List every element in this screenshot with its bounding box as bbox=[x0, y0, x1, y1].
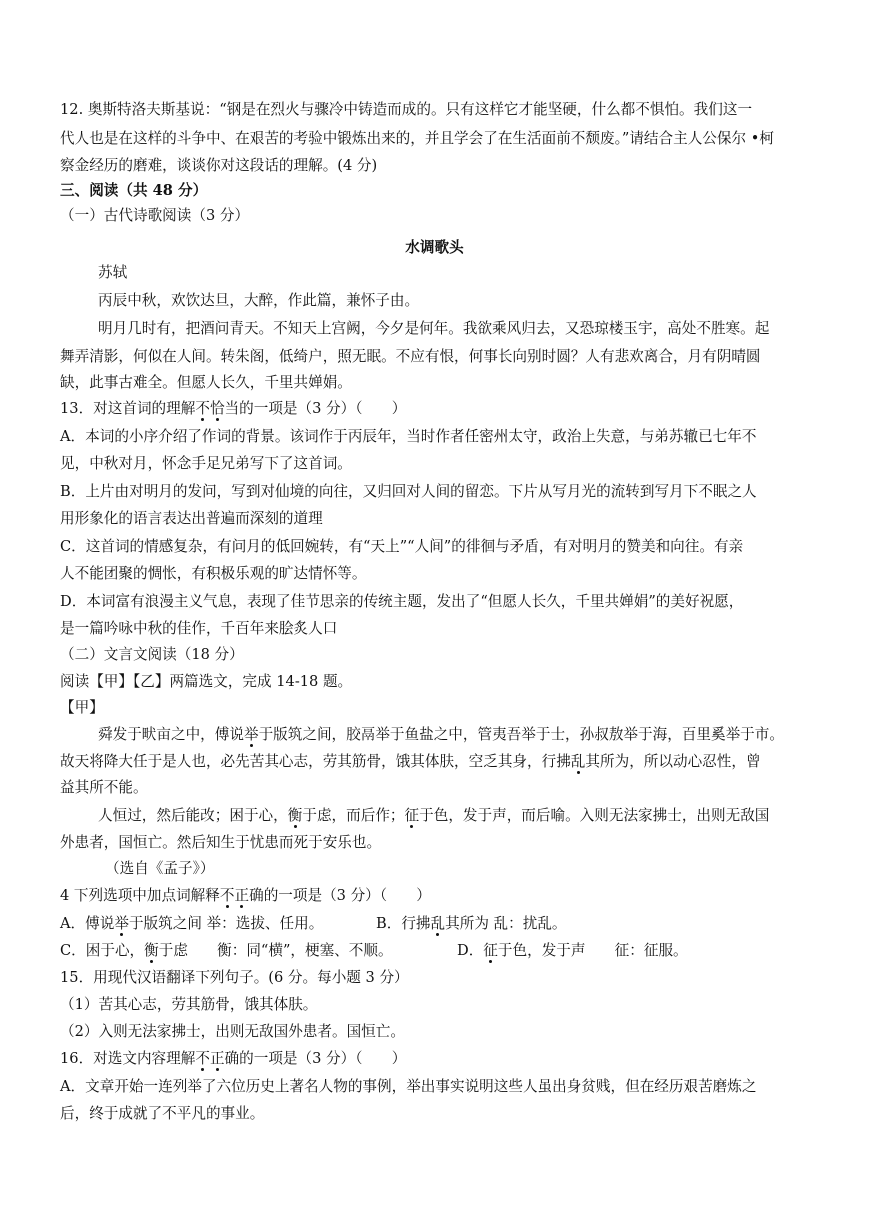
poem-title: 水调歌头 bbox=[405, 239, 464, 256]
jia-text: 其所为，所以动心忍性，曾 bbox=[585, 753, 761, 770]
q12-line-3: 察金经历的磨难，谈谈你对这段话的理解。(4 分) bbox=[60, 157, 378, 174]
jia-text: 于虑，而后作； bbox=[302, 807, 405, 824]
q13-option-b-line-1: B．上片由对明月的发问，写到对仙境的向往，又归回对人间的留恋。下片从写月光的流转到写月下不眠之人 bbox=[60, 483, 757, 500]
q12-line-2: 代人也是在这样的斗争中、在艰苦的考验中锻炼出来的，并且学会了在生活面前不颓废。”请结合主人公保尔 •柯 bbox=[60, 130, 774, 147]
q14-stem-text: 4 下列选项中加点词解释 bbox=[60, 887, 220, 904]
q16-option-a-line-1: A．文章开始一连列举了六位历史上著名人物的事例，举出事实说明这些人虽出身贫贱，但在经历艰苦磨炼之 bbox=[60, 1078, 757, 1095]
poem-preface: 丙辰中秋，欢饮达旦，大醉，作此篇，兼怀子由。 bbox=[98, 292, 420, 309]
q14-option-c: C．困于心，衡于虑 衡：同“横”，梗塞、不顺。 bbox=[60, 942, 393, 959]
jia-paragraph-1-line-2 bbox=[60, 752, 809, 772]
q13-stem bbox=[60, 399, 809, 419]
part-2-instruction: 阅读【甲】【乙】两篇选文，完成 14-18 题。 bbox=[60, 673, 353, 690]
q13-option-c-line-1: C．这首词的情感复杂，有问月的低回婉转，有“天上”“人间”的徘徊与矛盾，有对明月的赞美和向往。有亲 bbox=[60, 538, 744, 555]
q16-stem-dot-2: 正 bbox=[209, 1050, 225, 1067]
q14-stem-dot-2: 正 bbox=[234, 887, 250, 904]
poem-line-3: 缺，此事古难全。但愿人长久，千里共婵娟。 bbox=[60, 374, 352, 391]
q13-option-d-line-2: 是一篇吟咏中秋的佳作，千百年来脍炙人口 bbox=[60, 620, 338, 637]
q13-option-b-line-2: 用形象化的语言表达出普遍而深刻的道理 bbox=[60, 510, 323, 527]
jia-text: 人恒过，然后能改；困于心， bbox=[98, 807, 288, 824]
q15-stem: 15．用现代汉语翻译下列句子。(6 分。每小题 3 分） bbox=[60, 969, 409, 986]
q16-stem-text: 16．对选文内容理解 bbox=[60, 1050, 196, 1067]
q12-line-1: 12. 奥斯特洛夫斯基说：“钢是在烈火与骤冷中铸造而成的。只有这样它才能坚硬，什么都不惧怕。我们这一 bbox=[60, 101, 753, 118]
q13-stem-dot-2: 恰 bbox=[209, 400, 225, 417]
q13-stem-text: 13．对这首词的理解 bbox=[60, 400, 196, 417]
jia-text: 舜发于畎亩之中，傅说 bbox=[98, 726, 244, 743]
q13-option-c-line-2: 人不能团聚的惆怅，有积极乐观的旷达情怀等。 bbox=[60, 565, 367, 582]
poem-line-2: 舞弄清影，何似在人间。转朱阁，低绮户，照无眠。不应有恨，何事长向别时圆？人有悲欢离合，月有阴晴圆 bbox=[60, 348, 761, 365]
section-3-part-1-heading: （一）古代诗歌阅读（3 分） bbox=[60, 207, 250, 224]
jia-paragraph-1-line-1 bbox=[98, 725, 809, 745]
q15-item-2: （2）入则无法家拂士，出则无敌国外患者。国恒亡。 bbox=[60, 1023, 405, 1040]
poem-author: 苏轼 bbox=[98, 264, 128, 281]
jia-source: （选自《孟子》） bbox=[105, 860, 215, 877]
jia-paragraph-2-line-2: 外患者，国恒亡。然后知生于忧患而死于安乐也。 bbox=[60, 834, 382, 851]
jia-paragraph-1-line-3: 益其所不能。 bbox=[60, 779, 148, 796]
section-3-heading: 三、阅读（共 48 分） bbox=[60, 182, 208, 199]
q16-stem bbox=[60, 1049, 809, 1069]
q13-option-a-line-2: 见，中秋对月，怀念手足兄弟写下了这首词。 bbox=[60, 455, 352, 472]
jia-dotted-word: 举 bbox=[243, 726, 259, 743]
q15-item-1: （1）苦其心志，劳其筋骨，饿其体肤。 bbox=[60, 996, 318, 1013]
q13-stem-dot-1: 不 bbox=[195, 400, 210, 417]
q16-stem-text-end: 确的一项是（3 分）（ ） bbox=[224, 1050, 407, 1067]
q14-options-row-2 bbox=[60, 941, 809, 961]
part-2-heading: （二）文言文阅读（18 分） bbox=[60, 646, 244, 663]
q16-option-a-line-2: 后，终于成就了不平凡的事业。 bbox=[60, 1105, 265, 1122]
q13-option-d-line-1: D．本词富有浪漫主义气息，表现了佳节思亲的传统主题，发出了“但愿人长久，千里共婵娟”的美好祝愿， bbox=[60, 593, 744, 610]
q14-option-b: B．行拂乱其所为 乱：扰乱。 bbox=[376, 915, 567, 932]
q13-stem-text-end: 当的一项是（3 分）（ ） bbox=[224, 400, 407, 417]
jia-dotted-word: 衡 bbox=[287, 807, 303, 824]
jia-dotted-word: 征 bbox=[404, 807, 420, 824]
jia-text: 于色，发于声，而后喻。入则无法家拂士，出则无敌国 bbox=[419, 807, 770, 824]
jia-label: 【甲】 bbox=[60, 699, 104, 716]
jia-paragraph-2-line-1 bbox=[98, 806, 809, 826]
poem-line-1: 明月几时有，把酒问青天。不知天上宫阙，今夕是何年。我欲乘风归去，又恐琼楼玉宇，高处不胜寒。起 bbox=[98, 320, 770, 337]
q14-option-d: D．征于色，发于声 征：征服。 bbox=[457, 942, 688, 959]
q14-stem-text-end: 确的一项是（3 分）（ ） bbox=[249, 887, 431, 904]
q16-stem-dot-1: 不 bbox=[195, 1050, 210, 1067]
jia-text: 故天将降大任于是人也，必先苦其心志，劳其筋骨，饿其体肤，空乏其身，行拂 bbox=[60, 753, 571, 770]
q14-stem-dot-1: 不 bbox=[219, 887, 235, 904]
q14-option-a: A．傅说举于版筑之间 举：选拔、任用。 bbox=[60, 915, 324, 932]
q14-stem bbox=[60, 886, 809, 906]
jia-text: 于版筑之间，胶鬲举于鱼盐之中，管夷吾举于士，孙叔敖举于海，百里奚举于市。 bbox=[258, 726, 784, 743]
q14-options-row-1 bbox=[60, 914, 809, 934]
jia-dotted-word: 乱 bbox=[570, 753, 586, 770]
q13-option-a-line-1: A．本词的小序介绍了作词的背景。该词作于丙辰年，当时作者任密州太守，政治上失意，与弟苏辙已七年不 bbox=[60, 428, 757, 445]
